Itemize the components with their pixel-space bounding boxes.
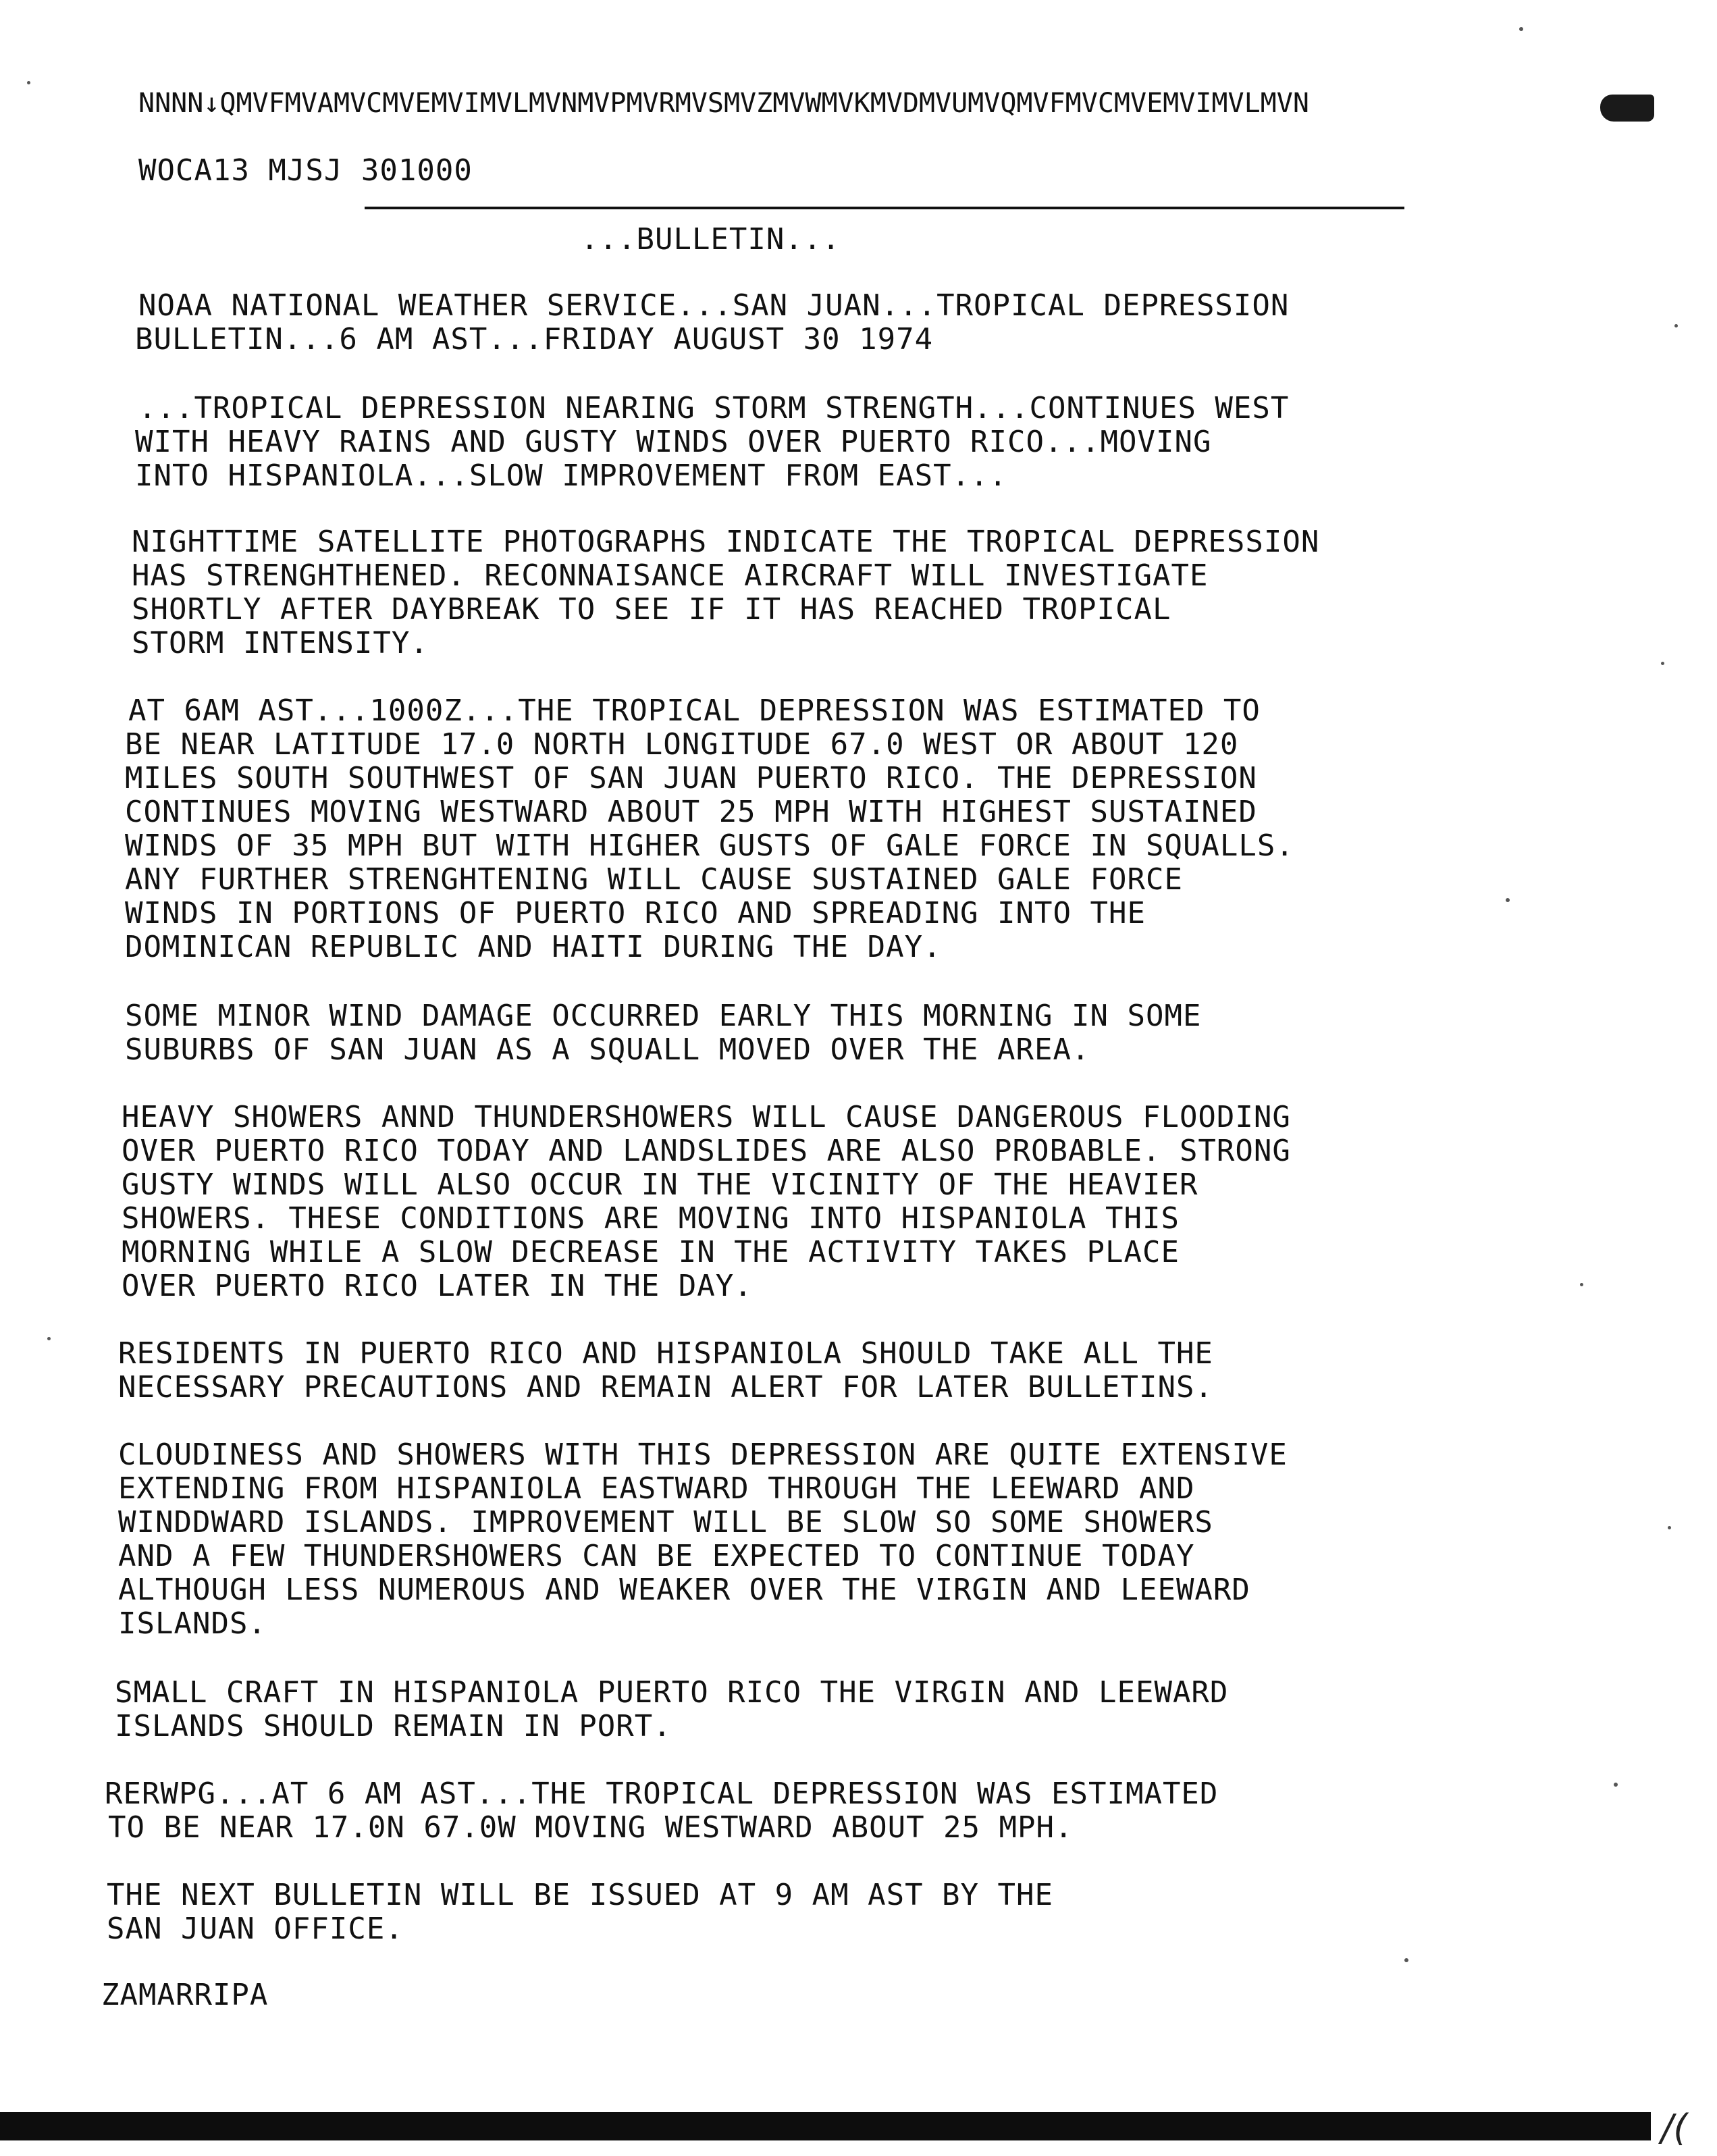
paragraph-line: SOME MINOR WIND DAMAGE OCCURRED EARLY THIS MORNING IN SOME — [125, 999, 1202, 1033]
scan-speck — [27, 81, 30, 84]
paragraph-line: RERWPG...AT 6 AM AST...THE TROPICAL DEPRESSION WAS ESTIMATED — [105, 1777, 1219, 1811]
scan-speck — [1580, 1283, 1583, 1286]
paragraph-line: MILES SOUTH SOUTHWEST OF SAN JUAN PUERTO RICO. THE DEPRESSION — [125, 761, 1257, 795]
paragraph-line: CLOUDINESS AND SHOWERS WITH THIS DEPRESSION ARE QUITE EXTENSIVE — [118, 1438, 1288, 1472]
signature: ZAMARRIPA — [101, 1978, 269, 2012]
header-rule — [365, 207, 1404, 209]
scan-speck — [1614, 1783, 1618, 1787]
scan-speck — [1506, 898, 1510, 902]
paragraph-line: DOMINICAN REPUBLIC AND HAITI DURING THE DAY. — [125, 930, 942, 964]
headline-line: WITH HEAVY RAINS AND GUSTY WINDS OVER PUERTO RICO...MOVING — [135, 425, 1212, 459]
scan-speck — [47, 1337, 51, 1340]
paragraph-line: OVER PUERTO RICO TODAY AND LANDSLIDES ARE ALSO PROBABLE. STRONG — [122, 1134, 1291, 1168]
paragraph-line: BE NEAR LATITUDE 17.0 NORTH LONGITUDE 67.0 WEST OR ABOUT 120 — [125, 727, 1239, 762]
paragraph-line: WINDS IN PORTIONS OF PUERTO RICO AND SPREADING INTO THE — [125, 896, 1146, 930]
paragraph-line: AND A FEW THUNDERSHOWERS CAN BE EXPECTED TO CONTINUE TODAY — [118, 1539, 1195, 1573]
paragraph-line: OVER PUERTO RICO LATER IN THE DAY. — [122, 1269, 753, 1303]
paragraph-line: RESIDENTS IN PUERTO RICO AND HISPANIOLA SHOULD TAKE ALL THE — [118, 1336, 1213, 1371]
scan-speck — [1668, 1526, 1671, 1529]
paragraph-line: WINDS OF 35 MPH BUT WITH HIGHER GUSTS OF GALE FORCE IN SQUALLS. — [125, 829, 1294, 863]
ink-smudge — [1600, 95, 1654, 122]
scan-speck — [1404, 1958, 1408, 1962]
intro-line: NOAA NATIONAL WEATHER SERVICE...SAN JUAN...TROPICAL DEPRESSION — [138, 288, 1290, 323]
headline-line: ...TROPICAL DEPRESSION NEARING STORM STRENGTH...CONTINUES WEST — [138, 391, 1290, 425]
paragraph-line: NECESSARY PRECAUTIONS AND REMAIN ALERT FOR LATER BULLETINS. — [118, 1370, 1213, 1404]
paragraph-line: HAS STRENGHTHENED. RECONNAISANCE AIRCRAFT WILL INVESTIGATE — [132, 558, 1209, 593]
paragraph-line: HEAVY SHOWERS ANND THUNDERSHOWERS WILL CAUSE DANGEROUS FLOODING — [122, 1100, 1291, 1134]
paragraph-line: SAN JUAN OFFICE. — [107, 1912, 404, 1946]
wmo-header: WOCA13 MJSJ 301000 — [138, 153, 473, 188]
scan-speck — [1661, 662, 1664, 665]
scan-speck — [1519, 27, 1523, 31]
page-mark: /( — [1661, 2107, 1688, 2149]
paragraph-line: TO BE NEAR 17.0N 67.0W MOVING WESTWARD ABOUT 25 MPH. — [108, 1810, 1074, 1845]
scan-speck — [1674, 324, 1678, 327]
paragraph-line: WINDDWARD ISLANDS. IMPROVEMENT WILL BE SLOW SO SOME SHOWERS — [118, 1505, 1213, 1540]
paragraph-line: MORNING WHILE A SLOW DECREASE IN THE ACTIVITY TAKES PLACE — [122, 1235, 1180, 1269]
paragraph-line: EXTENDING FROM HISPANIOLA EASTWARD THROUGH THE LEEWARD AND — [118, 1471, 1195, 1506]
paragraph-line: THE NEXT BULLETIN WILL BE ISSUED AT 9 AM AST BY THE — [107, 1878, 1054, 1912]
paragraph-line: SHOWERS. THESE CONDITIONS ARE MOVING INTO HISPANIOLA THIS — [122, 1201, 1180, 1236]
bottom-edge-bar — [0, 2112, 1651, 2140]
headline-line: INTO HISPANIOLA...SLOW IMPROVEMENT FROM EAST... — [135, 458, 1008, 493]
paragraph-line: GUSTY WINDS WILL ALSO OCCUR IN THE VICINITY OF THE HEAVIER — [122, 1167, 1198, 1202]
paragraph-line: CONTINUES MOVING WESTWARD ABOUT 25 MPH WITH HIGHEST SUSTAINED — [125, 795, 1257, 829]
routing-line: NNNN↓QMVFMVAMVCMVEMVIMVLMVNMVPMVRMVSMVZMVWMVKMVDMVUMVQMVFMVCMVEMVIMVLMVN — [138, 88, 1309, 119]
paragraph-line: ALTHOUGH LESS NUMEROUS AND WEAKER OVER THE VIRGIN AND LEEWARD — [118, 1573, 1250, 1607]
paragraph-line: ISLANDS. — [118, 1606, 267, 1641]
paragraph-line: NIGHTTIME SATELLITE PHOTOGRAPHS INDICATE THE TROPICAL DEPRESSION — [132, 525, 1320, 559]
paragraph-line: ISLANDS SHOULD REMAIN IN PORT. — [115, 1709, 672, 1743]
bulletin-title: ...BULLETIN... — [581, 222, 841, 257]
paragraph-line: SUBURBS OF SAN JUAN AS A SQUALL MOVED OVER THE AREA. — [125, 1032, 1090, 1067]
paragraph-line: AT 6AM AST...1000Z...THE TROPICAL DEPRESSION WAS ESTIMATED TO — [128, 693, 1261, 728]
paragraph-line: STORM INTENSITY. — [132, 626, 429, 660]
paragraph-line: SHORTLY AFTER DAYBREAK TO SEE IF IT HAS REACHED TROPICAL — [132, 592, 1171, 627]
intro-line: BULLETIN...6 AM AST...FRIDAY AUGUST 30 1974 — [135, 322, 934, 357]
paragraph-line: ANY FURTHER STRENGHTENING WILL CAUSE SUSTAINED GALE FORCE — [125, 862, 1183, 897]
paragraph-line: SMALL CRAFT IN HISPANIOLA PUERTO RICO THE VIRGIN AND LEEWARD — [115, 1675, 1229, 1710]
